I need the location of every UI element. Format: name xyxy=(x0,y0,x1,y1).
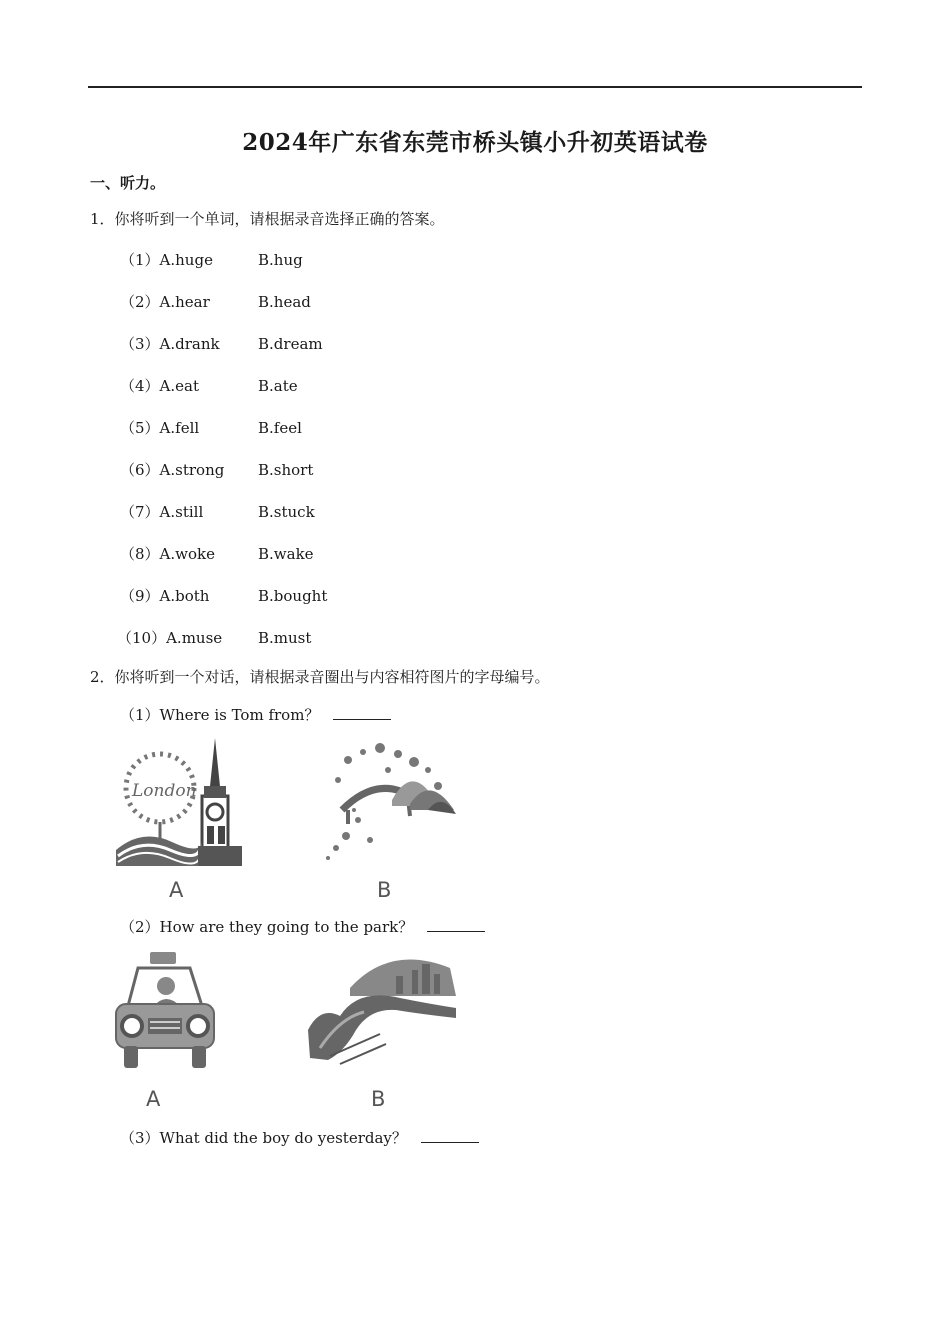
option-a: （8）A.woke xyxy=(120,545,215,563)
option-b: B.wake xyxy=(258,545,314,563)
option-a: （7）A.still xyxy=(120,503,204,521)
option-b: B.dream xyxy=(258,335,323,353)
option-a: （3）A.drank xyxy=(120,335,220,353)
picture-label-b: B xyxy=(377,878,392,902)
london-picture[interactable] xyxy=(112,738,247,873)
subquestion-text: （1）Where is Tom from？ xyxy=(120,706,320,724)
header-rule xyxy=(88,86,862,88)
subquestion-text: （3）What did the boy do yesterday？ xyxy=(120,1129,407,1147)
page-title: 2024年广东省东莞市桥头镇小升初英语试卷 xyxy=(242,129,708,156)
question-2-prompt: 2．你将听到一个对话，请根据录音圈出与内容相符图片的字母编号。 xyxy=(90,668,550,686)
option-b: B.stuck xyxy=(258,503,315,521)
option-a: （2）A.hear xyxy=(120,293,210,311)
subquestion-2 xyxy=(120,917,485,937)
answer-blank[interactable] xyxy=(421,1128,479,1143)
subway-picture[interactable] xyxy=(300,948,460,1073)
subquestion-1 xyxy=(120,705,391,725)
option-a: （10）A.muse xyxy=(117,629,223,647)
option-a: （4）A.eat xyxy=(120,377,199,395)
picture-label-b: B xyxy=(371,1087,386,1111)
option-a: （5）A.fell xyxy=(120,419,200,437)
option-b: B.hug xyxy=(258,251,303,269)
section-heading: 一、听力。 xyxy=(90,174,166,192)
option-b: B.head xyxy=(258,293,311,311)
taxi-picture[interactable] xyxy=(110,950,220,1075)
option-b: B.must xyxy=(258,629,312,647)
picture-label-a: A xyxy=(169,878,184,902)
option-b: B.feel xyxy=(258,419,302,437)
option-b: B.short xyxy=(258,461,314,479)
picture-label-a: A xyxy=(146,1087,161,1111)
answer-blank[interactable] xyxy=(333,705,391,720)
answer-blank[interactable] xyxy=(427,917,485,932)
svg-text:London: London xyxy=(132,781,197,801)
sydney-picture[interactable] xyxy=(318,740,458,865)
question-1-prompt: 1．你将听到一个单词，请根据录音选择正确的答案。 xyxy=(90,210,445,228)
option-b: B.ate xyxy=(258,377,298,395)
subquestion-text: （2）How are they going to the park？ xyxy=(120,918,414,936)
option-a: （6）A.strong xyxy=(120,461,225,479)
option-b: B.bought xyxy=(258,587,328,605)
option-a: （9）A.both xyxy=(120,587,210,605)
option-a: （1）A.huge xyxy=(120,251,213,269)
subquestion-3 xyxy=(120,1128,479,1148)
